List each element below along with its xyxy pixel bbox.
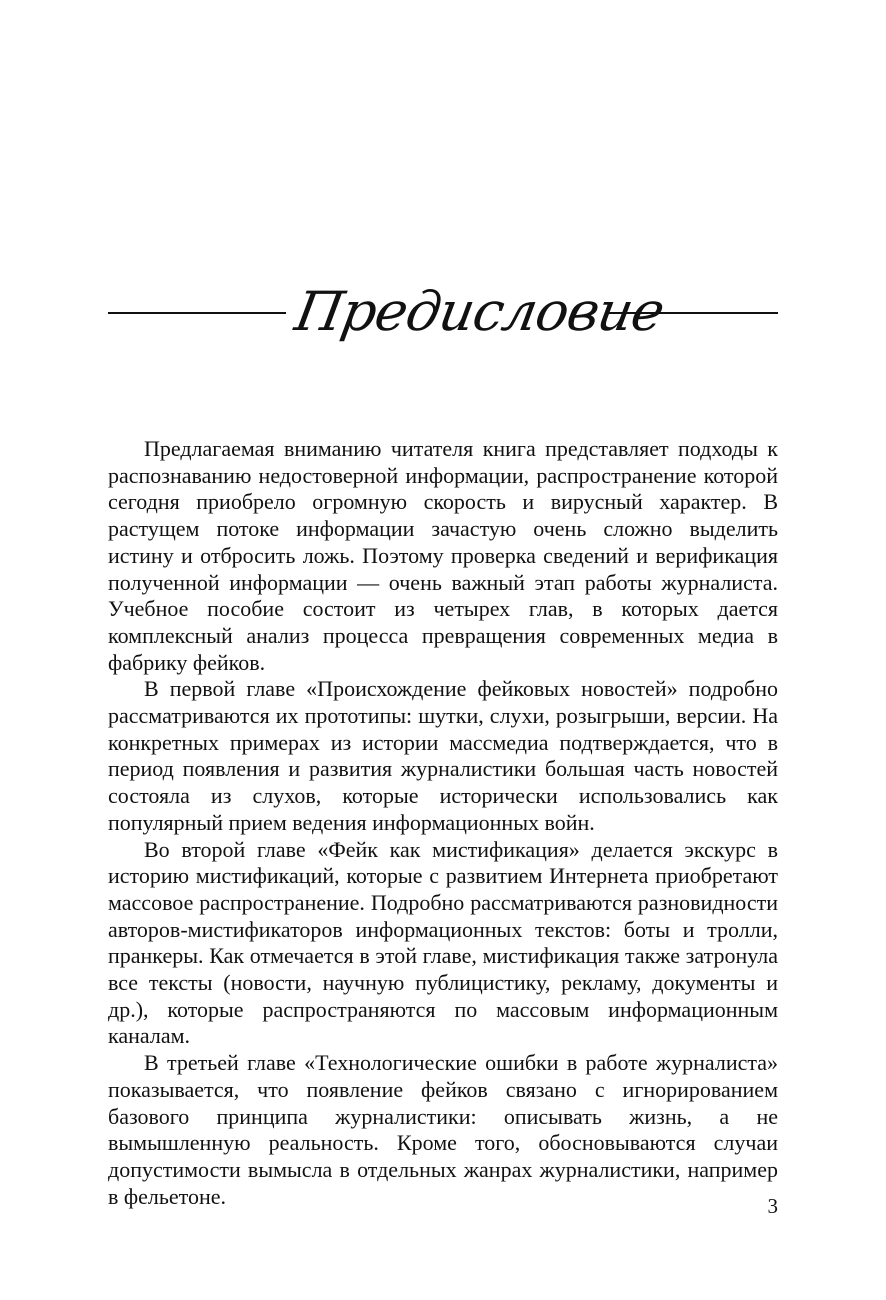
paragraph: Предлагаемая вниманию читателя книга представляет подходы к распознаванию недостоверной информации, распространение которой сегодня приобрело огромную скорость и вирусный характер. В растущем потоке информации зачастую очень сложно выделить истину и отбросить ложь. Поэтому проверка сведений и верификация полученной информации — очень важный этап работы журналиста. Учебное пособие состоит из четырех глав, в которых дается комплексный анализ процесса превращения современных медиа в фабрику фейков. bbox=[108, 436, 778, 675]
paragraph: В первой главе «Происхождение фейковых новостей» подробно рассматриваются их прототипы: шутки, слухи, розыгрыши, версии. На конкретных примерах из истории массмедиа подтверждается, что в период появления и развития журналистики большая часть новостей состояла из слухов, которые исторически использовались как популярный прием ведения информационных войн. bbox=[108, 676, 778, 835]
paragraph: В третьей главе «Технологические ошибки в работе журналиста» показывается, что появление фейков связано с игнорированием базового принципа журналистики: описывать жизнь, а не вымышленную реальность. Кроме того, обосновываются случаи допустимости вымысла в отдельных жанрах журналистики, например в фельетоне. bbox=[108, 1050, 778, 1209]
heading-rule-right bbox=[606, 312, 778, 314]
heading-rule-left bbox=[108, 312, 286, 314]
chapter-heading bbox=[108, 262, 778, 372]
paragraph: Во второй главе «Фейк как мистификация» делается экскурс в историю мистификаций, которые с развитием Интернета приобретают массовое распространение. Подробно рассматриваются разновидности авторов-мистификаторов информационных текстов: боты и тролли, пранкеры. Как отмечается в этой главе, мистификация также затронула все тексты (новости, научную публицистику, рекламу, документы и др.), которые распространяются по массовым информационным каналам. bbox=[108, 836, 778, 1049]
body-text bbox=[108, 436, 778, 1210]
page-number: 3 bbox=[767, 1194, 778, 1218]
chapter-title: Предисловие bbox=[290, 280, 669, 343]
